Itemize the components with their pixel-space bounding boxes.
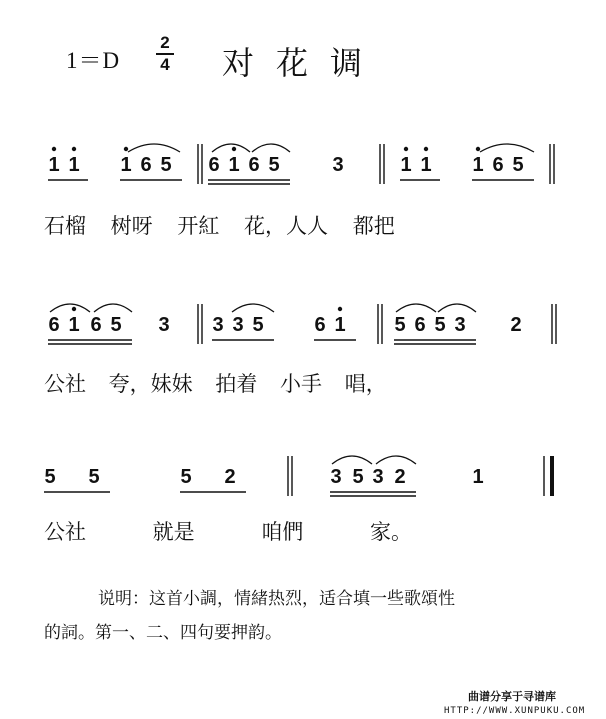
note: 3 (212, 314, 224, 336)
note: 1 (120, 154, 132, 176)
explanation-line-2: 的詞。第一、二、四句要押韵。 (44, 623, 282, 643)
note: 5 (394, 314, 406, 336)
watermark-url: HTTP://WWW.XUNPUKU.COM (444, 706, 586, 716)
octave-dot (52, 147, 56, 151)
octave-dot (124, 147, 128, 151)
note: 6 (248, 154, 260, 176)
meter-bottom: 4 (160, 55, 170, 74)
explanation (44, 582, 578, 650)
note: 1 (420, 154, 432, 176)
note: 1 (68, 154, 80, 176)
slur (438, 304, 476, 312)
slur (232, 304, 274, 312)
note: 3 (232, 314, 244, 336)
note: 1 (334, 314, 346, 336)
note: 1 (68, 314, 80, 336)
note: 3 (454, 314, 466, 336)
key-signature: 1＝D (66, 48, 121, 73)
note: 6 (414, 314, 426, 336)
note: 1 (228, 154, 240, 176)
slur (252, 144, 290, 152)
note: 3 (332, 154, 344, 176)
slur (376, 456, 416, 464)
octave-dot (404, 147, 408, 151)
note: 3 (158, 314, 170, 336)
note: 1 (472, 154, 484, 176)
octave-dot (476, 147, 480, 151)
octave-dot (338, 307, 342, 311)
note: 5 (110, 314, 122, 336)
staff-system-3 (40, 452, 570, 500)
slur (396, 304, 436, 312)
note: 2 (510, 314, 522, 336)
slur (480, 144, 534, 152)
meter-top: 2 (160, 33, 170, 52)
note: 3 (330, 466, 342, 488)
note: 6 (314, 314, 326, 336)
note: 5 (88, 466, 100, 488)
note: 6 (90, 314, 102, 336)
note: 6 (140, 154, 152, 176)
note: 1 (48, 154, 60, 176)
lyrics-line-2: 公社 夸，妹妹 拍着 小手 唱， (44, 372, 387, 396)
note: 5 (44, 466, 56, 488)
note: 5 (160, 154, 172, 176)
note: 1 (472, 466, 484, 488)
note: 5 (512, 154, 524, 176)
note: 2 (224, 466, 236, 488)
note: 6 (208, 154, 220, 176)
song-title: 对花调 (222, 44, 385, 82)
staff-system-2 (40, 300, 570, 348)
slur (94, 304, 132, 312)
note: 2 (394, 466, 406, 488)
octave-dot (72, 147, 76, 151)
octave-dot (72, 307, 76, 311)
explanation-line-1: 说明：这首小調，情緒热烈，适合填一些歌頌性 (98, 589, 455, 609)
staff-system-1 (40, 140, 570, 188)
note: 5 (252, 314, 264, 336)
note: 5 (180, 466, 192, 488)
octave-dot (424, 147, 428, 151)
lyrics-line-1: 石榴 树呀 开紅 花，人人 都把 (44, 214, 395, 238)
note: 5 (434, 314, 446, 336)
note: 3 (372, 466, 384, 488)
watermark-text: 曲谱分享于寻谱库 (468, 690, 556, 703)
note: 5 (268, 154, 280, 176)
slur (332, 456, 372, 464)
notation-marks (40, 452, 570, 500)
note: 1 (400, 154, 412, 176)
note: 5 (352, 466, 364, 488)
slur (50, 304, 90, 312)
slur (128, 144, 180, 152)
time-signature (156, 34, 174, 74)
note: 6 (48, 314, 60, 336)
slur (212, 144, 250, 152)
lyrics-line-3: 公社 就是 咱們 家。 (44, 520, 413, 544)
note: 6 (492, 154, 504, 176)
octave-dot (232, 147, 236, 151)
